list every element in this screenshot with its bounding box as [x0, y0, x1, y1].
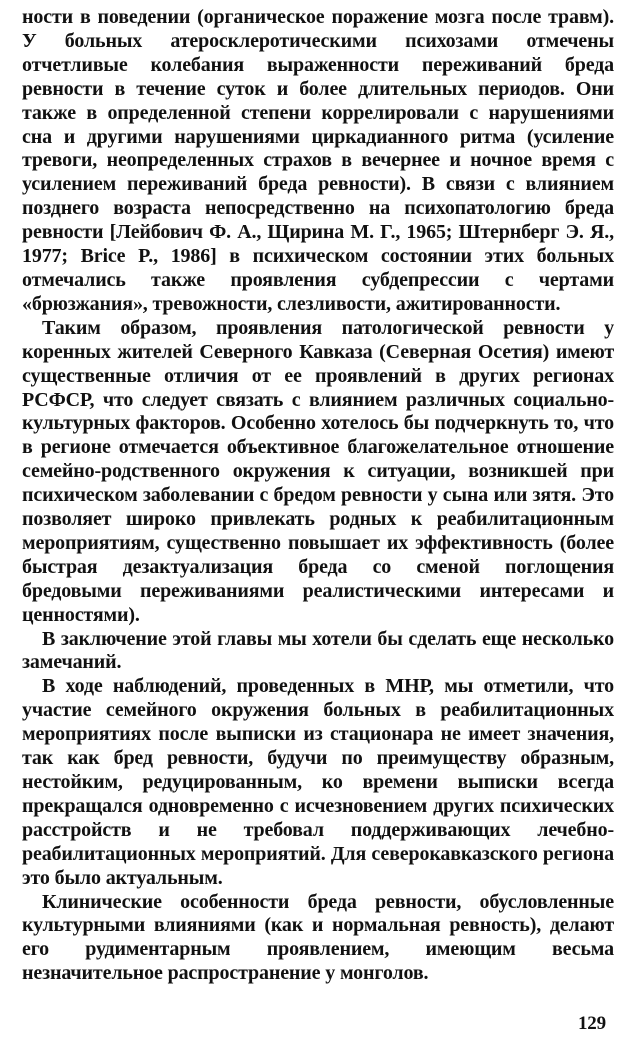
paragraph-jealousy-north-caucasus: Таким образом, проявления патологической ревности у коренных жителей Северного Кавказа (Северная Осетия) имеют существенные отличия от ее проявлений в других регионах РСФСР, что следует связать с влиянием различных социально-культурных факторов. Особенно хотелось бы подчеркнуть то, что в регионе отмечается объективное благожелательное отношение семейно-родственного окружения к ситуации, возникшей при психическом заболевании с бредом ревности у сына или зятя. Это позволяет широко привлекать родных к реабилитационным мероприятиям, существенно повышает их эффективность (более быстрая дезактуализация бреда со сменой поглощения бредовыми переживаниями реалистическими интересами и ценностями). — [22, 316, 614, 626]
book-page — [22, 6, 614, 1046]
paragraph-conclusion-intro: В заключение этой главы мы хотели бы сделать еще несколько замечаний. — [22, 627, 614, 674]
page-number: 129 — [577, 1013, 606, 1035]
paragraph-mnr-observations: В ходе наблюдений, проведенных в МНР, мы отметили, что участие семейного окружения больных в реабилитационных мероприятиях после выписки из стационара не имеет значения, так как бред ревности, будучи по преимуществу образным, нестойким, редуцированным, ко времени выписки всегда прекращался одновременно с исчезновением других психических расстройств и не требовал поддерживающих лечебно-реабилитационных мероприятий. Для северокавказского региона это было актуальным. — [22, 675, 614, 889]
paragraph-continuation: ности в поведении (органическое поражение мозга после травм). У больных атеросклеротическими психозами отмечены отчетливые колебания выраженности переживаний бреда ревности в течение суток и более длительных периодов. Они также в определенной степени коррелировали с нарушениями сна и другими нарушениями циркадианного ритма (усиление тревоги, неопределенных страхов в вечернее и ночное время с усилением переживаний бреда ревности). В связи с влиянием позднего возраста непосредственно на психопатологию бреда ревности [Лейбович Ф. А., Щирина М. Г., 1965; Штернберг Э. Я., 1977; Brice P., 1986] в психическом состоянии этих больных отмечались также проявления субдепрессии с чертами «брюзжания», тревожности, слезливости, ажитированности. — [22, 6, 614, 315]
paragraph-clinical-features: Клинические особенности бреда ревности, обусловленные культурными влияниями (как и нормальная ревность), делают его рудиментарным проявлением, имеющим весьма незначительное распространение у монголов. — [22, 890, 614, 985]
